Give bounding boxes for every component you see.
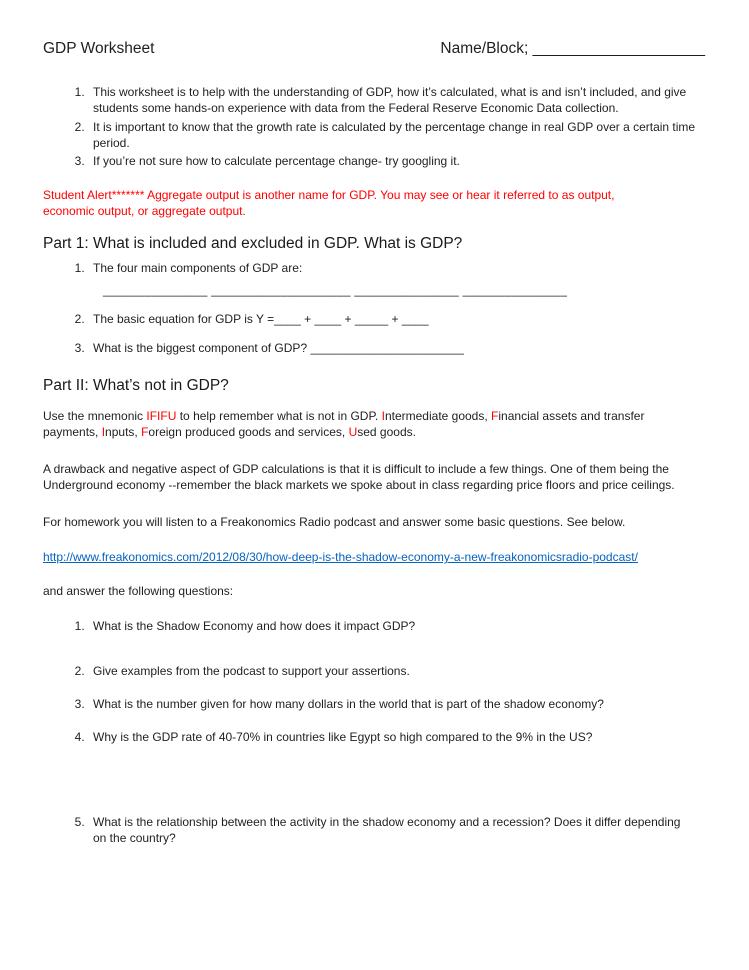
doc-header bbox=[43, 40, 705, 58]
student-alert-text: Student Alert******* Aggregate output is another name for GDP. You may see or hear it referred to as output, economic output, or aggregate output. bbox=[43, 187, 615, 219]
mnemonic-ififu: IFIFU bbox=[146, 408, 177, 423]
mnemonic-seg-6: inancial assets and transfer payments, bbox=[43, 408, 645, 440]
podcast-question-1: 1. What is the Shadow Economy and how does it impact GDP? bbox=[88, 618, 695, 634]
mnemonic-seg-8: nputs, bbox=[105, 425, 142, 440]
mnemonic-seg-4: ntermediate goods, bbox=[384, 408, 492, 423]
podcast-question-4: 4. Why is the GDP rate of 40-70% in countries like Egypt so high compared to the 9% in the US? bbox=[88, 729, 695, 745]
podcast-question-list bbox=[43, 618, 705, 846]
podcast-question-2: 2. Give examples from the podcast to support your assertions. bbox=[88, 663, 695, 679]
part1-question-1-blanks: _______________ ____________________ _______________ _______________ bbox=[103, 282, 568, 297]
part1-question-3: 3. What is the biggest component of GDP? _______________________ bbox=[88, 340, 705, 356]
mnemonic-letter-i1: I bbox=[381, 408, 385, 423]
homework-paragraph: For homework you will listen to a Freakonomics Radio podcast and answer some basic questions. See below. bbox=[43, 514, 626, 529]
part1-question-2: 2. The basic equation for GDP is Y =____ + ____ + _____ + ____ bbox=[88, 311, 705, 327]
intro-item-1: 1. This worksheet is to help with the understanding of GDP, how it’s calculated, what is and isn’t included, and give students some hands-on experience with data from the Federal Reserve Economic Data collection. bbox=[88, 84, 703, 117]
part1-question-1-text: The four main components of GDP are: bbox=[93, 260, 303, 275]
mnemonic-letter-i2: I bbox=[101, 425, 106, 440]
mnemonic-seg-12: sed goods. bbox=[357, 425, 416, 440]
part2-heading: Part II: What’s not in GDP? bbox=[43, 377, 229, 395]
drawback-paragraph: A drawback and negative aspect of GDP calculations is that it is difficult to include a few things. One of them being the Underground economy --remember the black markets we spoke about in class regarding price floors and price ceilings. bbox=[43, 461, 675, 493]
answer-intro: and answer the following questions: bbox=[43, 583, 234, 598]
mnemonic-seg-2: to help remember what is not in GDP. bbox=[176, 408, 382, 423]
part1-question-1 bbox=[88, 260, 705, 298]
podcast-link[interactable]: http://www.freakonomics.com/2012/08/30/how-deep-is-the-shadow-economy-a-new-freakonomicsradio-podcast/ bbox=[43, 550, 638, 565]
intro-list bbox=[43, 84, 705, 170]
intro-item-3: 3. If you’re not sure how to calculate percentage change- try googling it. bbox=[88, 153, 703, 169]
mnemonic-letter-f2: F bbox=[141, 425, 149, 440]
mnemonic-seg-0: Use the mnemonic bbox=[43, 408, 147, 423]
mnemonic-letter-u: U bbox=[348, 425, 358, 440]
mnemonic-paragraph bbox=[43, 408, 705, 441]
mnemonic-seg-10: oreign produced goods and services, bbox=[148, 425, 349, 440]
part1-heading: Part 1: What is included and excluded in GDP. What is GDP? bbox=[43, 235, 463, 253]
name-block-field: Name/Block; ____________________ bbox=[440, 40, 705, 57]
podcast-link-row bbox=[43, 549, 705, 565]
podcast-question-5: 5. What is the relationship between the activity in the shadow economy and a recession? Does it differ depending on the country? bbox=[88, 814, 695, 846]
doc-title: GDP Worksheet bbox=[43, 40, 155, 57]
mnemonic-letter-f1: F bbox=[491, 408, 499, 423]
intro-item-2: 2. It is important to know that the growth rate is calculated by the percentage change in real GDP over a certain time period. bbox=[88, 119, 703, 152]
podcast-question-3: 3. What is the number given for how many dollars in the world that is part of the shadow economy? bbox=[88, 696, 695, 712]
part1-question-list bbox=[43, 260, 705, 357]
